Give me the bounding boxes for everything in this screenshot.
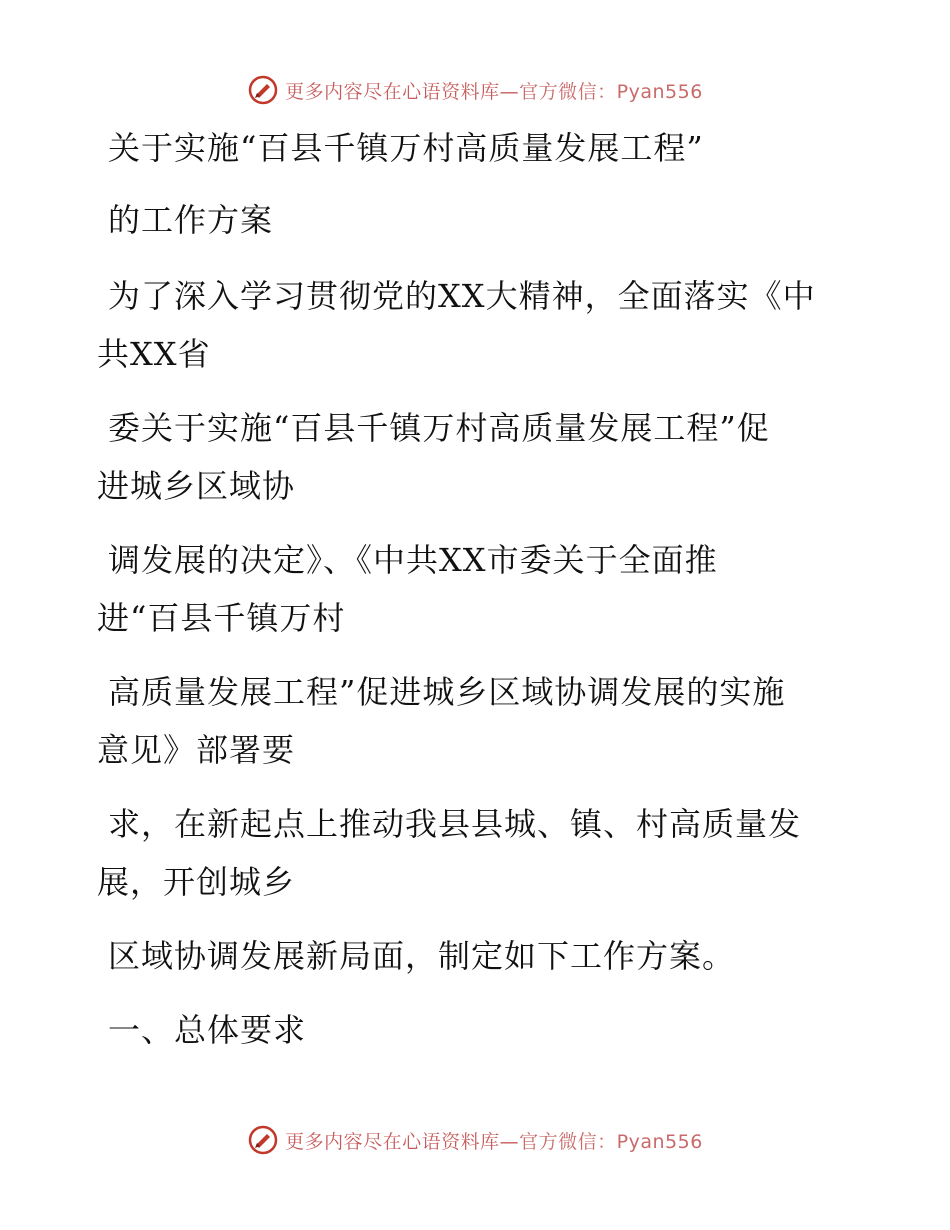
brand-logo-icon xyxy=(247,1124,279,1156)
paragraph-line: 调发展的决定》、《中共XX市委关于全面推 xyxy=(108,541,718,579)
banner-dash: — xyxy=(499,80,520,103)
paragraph-line: 进“百县千镇万村 xyxy=(97,599,346,637)
document-title-line-1: 关于实施“百县千镇万村高质量发展工程” xyxy=(108,129,704,167)
paragraph-line: 进城乡区域协 xyxy=(97,467,296,505)
paragraph-line: 意见》部署要 xyxy=(97,731,296,769)
paragraph-line: 为了深入学习贯彻党的XX大精神，全面落实《中 xyxy=(108,277,816,315)
banner-inner xyxy=(247,1124,703,1156)
banner-dash: — xyxy=(499,1130,520,1153)
paragraph-line: 展，开创城乡 xyxy=(97,863,296,901)
banner-wechat-text: 官方微信：Pyan556 xyxy=(519,1130,703,1153)
banner-wechat-text: 官方微信：Pyan556 xyxy=(519,80,703,103)
banner-brand-text: 更多内容尽在心语资料库 xyxy=(285,1130,500,1153)
banner-text xyxy=(285,1127,703,1154)
paragraph-line: 区域协调发展新局面，制定如下工作方案。 xyxy=(108,937,736,975)
banner-brand-text: 更多内容尽在心语资料库 xyxy=(285,80,500,103)
paragraph-line: 委关于实施“百县千镇万村高质量发展工程”促 xyxy=(108,409,770,447)
paragraph-line: 高质量发展工程”促进城乡区域协调发展的实施 xyxy=(108,673,786,711)
section-heading: 一、总体要求 xyxy=(108,1011,307,1049)
paragraph-line: 共XX省 xyxy=(97,335,211,373)
footer-banner xyxy=(0,1120,950,1160)
document-title-line-2: 的工作方案 xyxy=(108,201,274,239)
paragraph-line: 求，在新起点上推动我县县城、镇、村高质量发 xyxy=(108,805,802,843)
